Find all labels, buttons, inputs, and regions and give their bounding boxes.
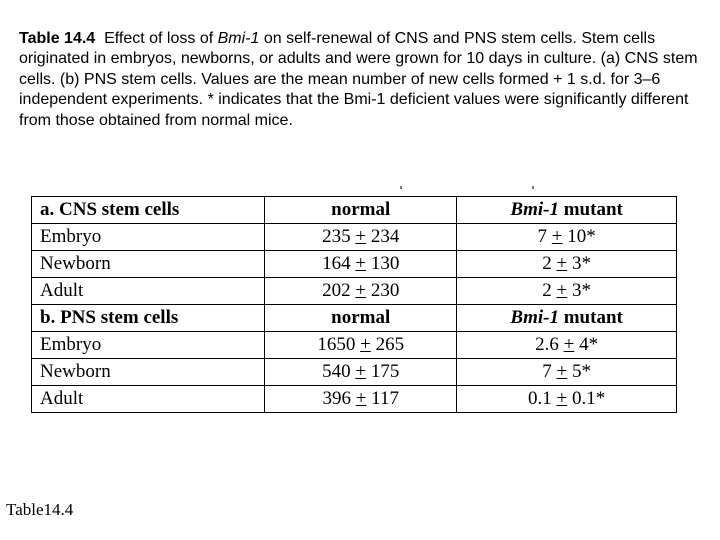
mutant-value [457, 332, 677, 359]
normal-mean: 164 [322, 253, 351, 274]
table-row [32, 224, 677, 251]
mutant-sd: 5* [572, 361, 591, 382]
normal-value [265, 278, 457, 305]
normal-value [265, 359, 457, 386]
column-header-mutant [457, 197, 677, 224]
mutant-sd: 3* [572, 253, 591, 274]
row-label: Newborn [32, 251, 265, 278]
normal-value [265, 224, 457, 251]
mutant-sd: 4* [579, 334, 599, 355]
normal-value [265, 251, 457, 278]
mutant-sd: 10* [567, 226, 596, 247]
normal-mean: 396 [322, 388, 351, 409]
mutant-mean: 7 [542, 361, 552, 382]
normal-mean: 540 [322, 361, 351, 382]
row-label: Newborn [32, 359, 265, 386]
row-label: Embryo [32, 332, 265, 359]
plus-minus: + [556, 280, 568, 301]
section-header-row [32, 197, 677, 224]
mutant-gene: Bmi-1 [510, 307, 559, 328]
normal-sd: 265 [375, 334, 405, 355]
normal-sd: 175 [370, 361, 400, 382]
normal-mean: 1650 [317, 334, 356, 355]
mutant-label: mutant [558, 307, 623, 328]
mutant-value [457, 251, 677, 278]
table-row [32, 332, 677, 359]
plus-minus: + [355, 388, 367, 409]
mutant-value [457, 224, 677, 251]
normal-sd: 130 [370, 253, 400, 274]
normal-sd: 117 [371, 388, 399, 409]
plus-minus: + [556, 253, 568, 274]
plus-minus: + [355, 361, 367, 382]
data-table [31, 196, 677, 413]
normal-value [265, 386, 457, 413]
section-title: b. PNS stem cells [32, 305, 265, 332]
plus-minus: + [355, 226, 367, 247]
mutant-label: mutant [558, 199, 623, 220]
slide-label: Table14.4 [6, 500, 74, 519]
mutant-mean: 0.1 [528, 388, 552, 409]
mutant-mean: 2 [542, 253, 552, 274]
plus-minus: + [551, 226, 563, 247]
table-row [32, 251, 677, 278]
mutant-sd: 3* [572, 280, 591, 301]
plus-minus: + [556, 388, 568, 409]
plus-minus: + [556, 361, 568, 382]
table-row [32, 359, 677, 386]
section-header-row [32, 305, 677, 332]
column-header-normal: normal [265, 197, 457, 224]
caption-text-pre: Effect of loss of [104, 30, 218, 47]
caption-gene: Bmi-1 [217, 30, 260, 47]
mutant-sd: 0.1* [572, 388, 606, 409]
column-header-normal: normal [265, 305, 457, 332]
plus-minus: + [355, 280, 367, 301]
row-label: Adult [32, 278, 265, 305]
normal-mean: 202 [322, 280, 351, 301]
scan-mark [400, 186, 402, 189]
mutant-value [457, 386, 677, 413]
section-title: a. CNS stem cells [32, 197, 265, 224]
mutant-gene: Bmi-1 [510, 199, 559, 220]
row-label: Adult [32, 386, 265, 413]
plus-minus: + [360, 334, 371, 355]
normal-value [265, 332, 457, 359]
row-label: Embryo [32, 224, 265, 251]
table-caption [19, 29, 699, 131]
column-header-mutant [457, 305, 677, 332]
table-row [32, 386, 677, 413]
mutant-mean: 2 [542, 280, 552, 301]
table-row [32, 278, 677, 305]
caption-text-post: on self-renewal of CNS and PNS stem cells. Stem cells originated in embryos, newborns, or adults and were grown for 10 days in culture. (a) CNS stem cells. (b) PNS stem cells. Values are the mean number of new cells formed + 1 s.d. for 3–6 independent experiments. * indicates that the Bmi-1 deficient values were significantly different from those obtained from normal mice. [19, 30, 698, 129]
normal-sd: 234 [370, 226, 400, 247]
mutant-value [457, 359, 677, 386]
mutant-value [457, 278, 677, 305]
plus-minus: + [563, 334, 575, 355]
normal-sd: 230 [370, 280, 400, 301]
scan-mark [532, 186, 534, 189]
mutant-mean: 2.6 [535, 334, 559, 355]
caption-label: Table 14.4 [19, 30, 96, 47]
normal-mean: 235 [322, 226, 351, 247]
mutant-mean: 7 [537, 226, 548, 247]
plus-minus: + [355, 253, 367, 274]
